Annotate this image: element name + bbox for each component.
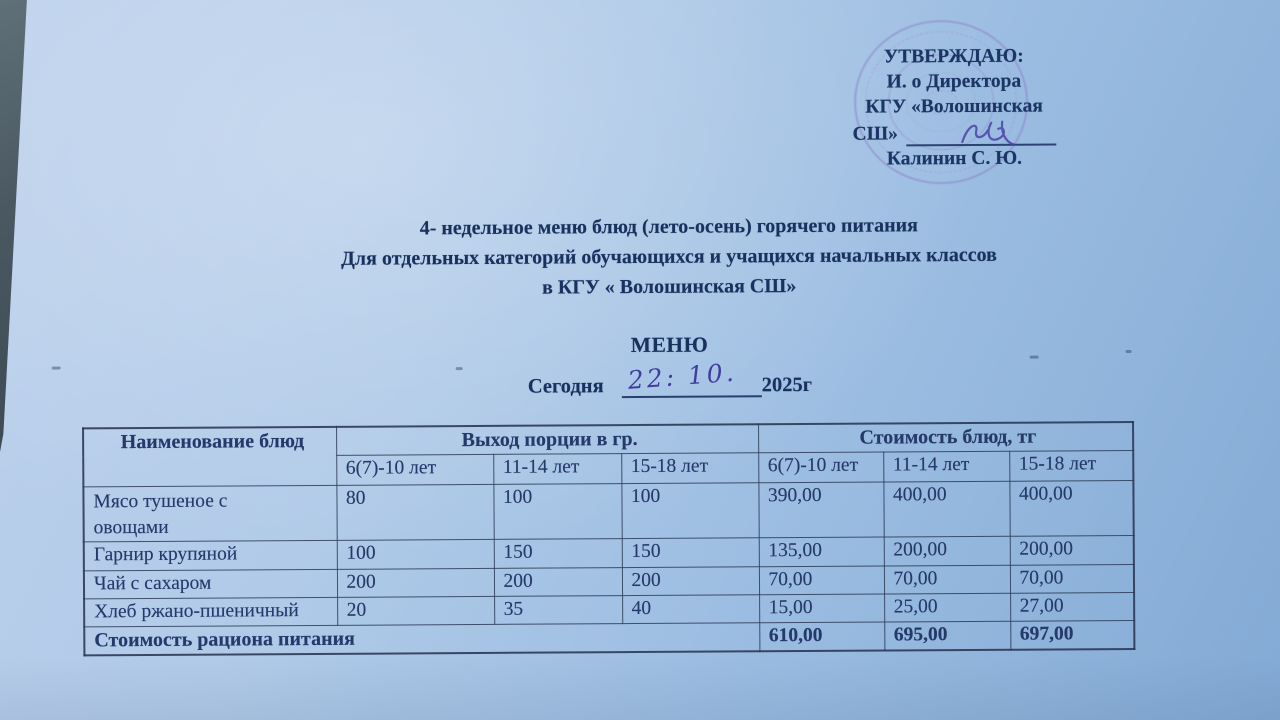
approval-signature-row [804, 118, 1104, 147]
cost-cell: 390,00 [758, 482, 883, 538]
approval-line: КГУ «Волошинская [865, 95, 1043, 118]
date-year: 2025г [761, 373, 813, 397]
dish-name-cell: Хлеб ржано-пшеничный [84, 597, 337, 627]
portion-cell: 100 [493, 483, 621, 539]
signature-line [906, 123, 1056, 146]
menu-heading: МЕНЮ [630, 332, 709, 358]
date-row [527, 357, 813, 399]
portion-cell: 200 [494, 567, 622, 596]
date-prefix: Сегодня [527, 375, 604, 398]
handwritten-date: 22: 10. [626, 357, 738, 395]
total-label-cell: Стоимость рациона питания [84, 622, 759, 655]
portion-cell: 40 [622, 594, 759, 623]
approval-line: УТВЕРЖДАЮ: [883, 45, 1024, 68]
dish-name-cell: Гарнир крупяной [84, 540, 337, 571]
date-blank-line [622, 357, 762, 398]
cost-cell: 70,00 [759, 566, 884, 595]
approval-line: Калинин С. Ю. [886, 147, 1023, 170]
portion-cell: 100 [337, 539, 494, 569]
cost-cell: 400,00 [883, 481, 1009, 537]
cost-group-header: Стоимость блюд, тг [758, 422, 1133, 452]
table-total-row [84, 620, 1134, 655]
name-column-header: Наименование блюд [83, 427, 336, 487]
cost-cell: 135,00 [759, 537, 884, 567]
approval-line: СШ» [852, 123, 898, 145]
total-cost-cell: 695,00 [884, 621, 1010, 651]
paper-speck [456, 367, 463, 370]
cost-cell: 25,00 [884, 593, 1010, 622]
paper-speck [52, 367, 61, 370]
total-cost-cell: 610,00 [759, 622, 884, 652]
dish-name-cell: Мясо тушеное с овощами [83, 485, 336, 542]
portion-cell: 200 [622, 566, 759, 595]
portion-group-header: Выход порции в гр. [336, 424, 758, 455]
title-line: в КГУ « Волошинская СШ» [541, 275, 797, 299]
cost-cell: 70,00 [884, 565, 1010, 594]
age-header: 11-14 лет [883, 451, 1009, 482]
portion-cell: 100 [621, 482, 758, 538]
approval-line: И. о Директора [886, 70, 1022, 93]
cost-cell: 400,00 [1009, 480, 1133, 536]
cost-cell: 15,00 [759, 594, 884, 623]
age-header: 6(7)-10 лет [758, 452, 883, 483]
age-header: 15-18 лет [621, 452, 758, 483]
cost-cell: 27,00 [1010, 592, 1134, 621]
age-header: 15-18 лет [1009, 450, 1133, 481]
cost-cell: 200,00 [1010, 535, 1134, 565]
total-cost-cell: 697,00 [1010, 620, 1134, 650]
title-line: Для отдельных категорий обучающихся и учащихся начальных классов [341, 243, 997, 270]
approval-block [804, 43, 1105, 172]
portion-cell: 200 [337, 568, 494, 597]
portion-cell: 150 [494, 538, 622, 568]
cost-cell: 200,00 [884, 536, 1010, 566]
menu-table [82, 421, 1135, 656]
paper-speck [1126, 350, 1132, 353]
portion-cell: 20 [337, 596, 494, 625]
signature-icon [958, 118, 1022, 148]
table-row [83, 480, 1133, 541]
title-line: 4- недельное меню блюд (лето-осень) горячего питания [419, 214, 919, 240]
portion-cell: 35 [494, 595, 622, 624]
age-header: 6(7)-10 лет [336, 454, 493, 485]
paper-speck [1030, 356, 1039, 359]
portion-cell: 150 [622, 537, 759, 567]
portion-cell: 80 [336, 484, 493, 540]
dish-name-cell: Чай с сахаром [84, 569, 337, 599]
age-header: 11-14 лет [493, 453, 621, 484]
cost-cell: 70,00 [1010, 564, 1134, 593]
document-title [139, 209, 1200, 305]
